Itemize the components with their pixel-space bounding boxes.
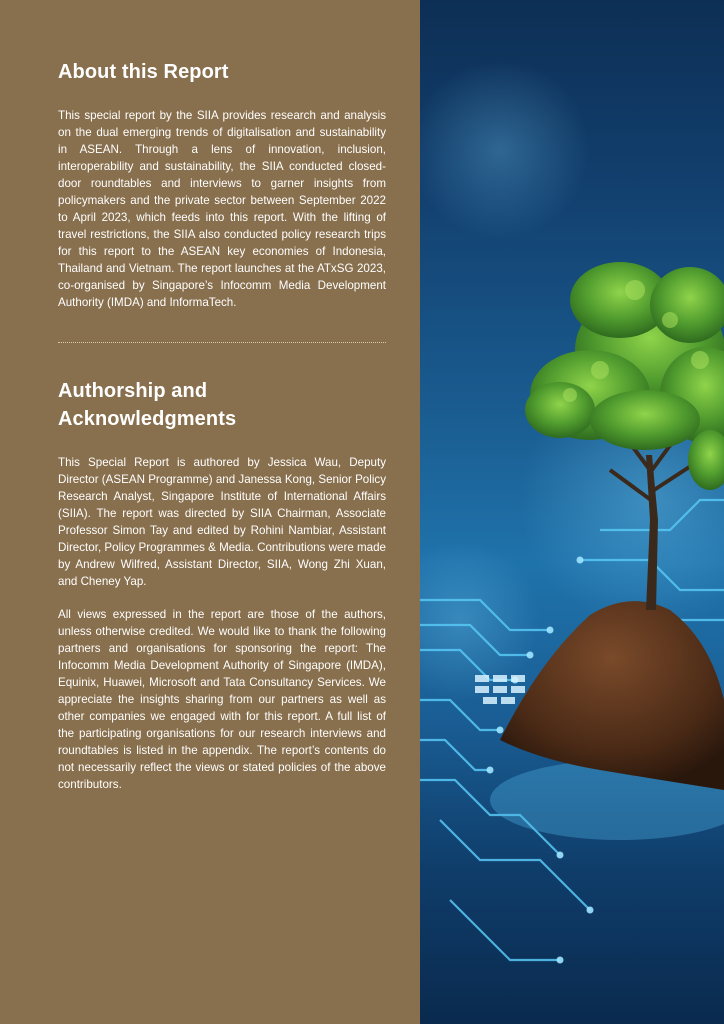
authorship-body-1: This Special Report is authored by Jessica Wau, Deputy Director (ASEAN Programme) and Janessa Kong, Senior Policy Research Analyst, Singapore Institute of International Affairs (SIIA). The report was directed by SIIA Chairman, Associate Professor Simon Tay and edited by Rohini Nambiar, Assistant Director, Policy Programmes & Media. Contributions were made by Andrew Wilfred, Assistant Director, SIIA, Wong Zhi Xuan, and Cheney Yap. xyxy=(58,456,386,588)
about-heading: About this Report xyxy=(58,61,229,83)
authorship-body-2: All views expressed in the report are those of the authors, unless otherwise credited. We would like to thank the following partners and organisations for sponsoring the report: The Infocomm Media Development Authority of Singapore (IMDA), Equinix, Huawei, Microsoft and Tata Consultancy Services. We appreciate the insights sharing from our partners as well as other companies we engaged with for this report. A full list of the participating organisations for our research interviews and roundtables is listed in the appendix. The report’s contents do not necessarily reflect the views or stated policies of the above contributors. xyxy=(58,608,386,791)
tree-on-circuit-board-icon xyxy=(420,0,724,1024)
cover-image xyxy=(420,0,724,1024)
authorship-heading: Authorship and Acknowledgments xyxy=(58,380,237,430)
section-divider xyxy=(58,342,386,343)
about-body: This special report by the SIIA provides research and analysis on the dual emerging trends of digitalisation and sustainability in ASEAN. Through a lens of innovation, inclusion, interoperability and sustainability, the SIIA conducted closed-door roundtables and interviews to garner insights from policymakers and the private sector between September 2022 to April 2023, which feeds into this report. With the lifting of travel restrictions, the SIIA also conducted policy research trips for this report to the ASEAN key economies of Indonesia, Thailand and Vietnam. The report launches at the ATxSG 2023, co-organised by Singapore’s Infocomm Media Development Authority (IMDA) and InformaTech. xyxy=(58,109,386,309)
